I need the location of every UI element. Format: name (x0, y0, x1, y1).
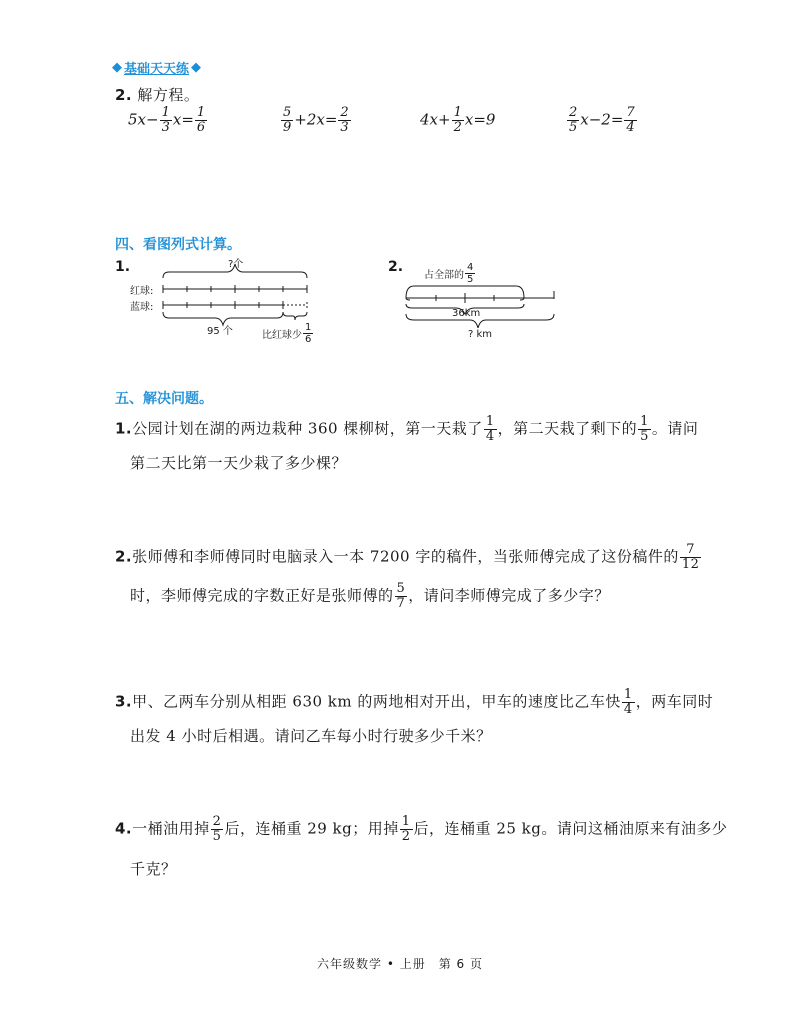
diagram2-number: 2. (388, 259, 404, 275)
diagram2-top-text: 占全部的 (424, 270, 464, 281)
q4-line2: 千克？ (130, 860, 177, 878)
numerator: 1 (305, 322, 312, 333)
numerator: 7 (686, 542, 696, 557)
diagram1-number: 1. (115, 259, 131, 275)
question-title: 解方程。 (137, 86, 200, 104)
diamond-left-icon: ◆ (112, 60, 122, 75)
equation-1 (128, 106, 208, 135)
denominator: 4 (626, 120, 635, 135)
eq-text: x= (172, 110, 194, 129)
diagram1-bottom-right-label (262, 322, 314, 345)
solve-eq-heading (115, 84, 199, 105)
q1-text: 公园计划在湖的两边栽种 360 棵柳树，第一天栽了 (132, 419, 483, 438)
red-ball-label: 红球: (130, 286, 154, 297)
denominator: 2 (401, 829, 411, 844)
question-number: 3. (115, 692, 133, 711)
equation-4 (566, 106, 638, 135)
question-number: 1. (115, 419, 133, 438)
fraction (400, 815, 413, 844)
q2-text: 张师傅和李师傅同时电脑录入一本 7200 字的稿件，当张师傅完成了这份稿件的 (132, 547, 679, 566)
denominator: 4 (623, 702, 633, 717)
q2-text: 时，李师傅完成的字数正好是张师傅的 (130, 586, 394, 605)
q2-line1 (115, 543, 702, 572)
q1-line2: 第二天比第一天少栽了多少棵？ (130, 454, 348, 472)
fraction (160, 106, 172, 135)
diagram1-less-text: 比红球少 (262, 330, 302, 341)
section-tag-label: 基础天天练 (124, 62, 190, 77)
section5-title: 五、解决问题。 (115, 391, 213, 407)
denominator: 7 (396, 596, 406, 611)
question-number: 2. (115, 86, 133, 104)
diagram2-mid-label: 36km (452, 308, 481, 319)
q1-line1 (115, 415, 698, 444)
difference-brace (283, 312, 307, 320)
q1-text: 。请问 (651, 419, 699, 438)
denominator: 4 (485, 429, 495, 444)
eq-text: 4x+ (420, 110, 451, 129)
numerator: 5 (396, 581, 406, 596)
q3-line1 (115, 688, 713, 717)
denominator: 5 (467, 274, 474, 285)
eq-text: 5x− (128, 110, 159, 129)
fraction (338, 106, 350, 135)
fraction (452, 106, 464, 135)
fraction (567, 106, 579, 135)
fraction (281, 106, 293, 135)
diagram1-top-label: ?个 (228, 259, 244, 270)
fraction (484, 415, 497, 444)
diamond-right-icon: ◆ (191, 60, 202, 75)
q4-line1 (115, 815, 727, 844)
q2-text: ，请问李师傅完成了多少字？ (408, 586, 610, 605)
diagram1-bottom-left-label: 95 个 (207, 326, 233, 337)
q3-line2: 出发 4 小时后相遇。请问乙车每小时行驶多少千米？ (130, 727, 492, 745)
diagram-2 (400, 278, 565, 328)
page-footer: 六年级数学 • 上册 第 6 页 (317, 957, 483, 971)
numerator: 7 (626, 105, 635, 120)
fraction (638, 415, 651, 444)
denominator: 5 (569, 120, 578, 135)
denominator: 3 (340, 120, 349, 135)
numerator: 2 (212, 814, 222, 829)
fraction (303, 322, 313, 345)
blue-ball-label: 蓝球: (130, 302, 154, 313)
equation-2 (280, 106, 352, 135)
denominator: 12 (681, 557, 700, 572)
q4-text: 后，连桶重 29 kg；用掉 (224, 819, 399, 838)
numerator: 1 (453, 105, 462, 120)
numerator: 1 (623, 687, 633, 702)
section-tag (112, 58, 201, 77)
denominator: 6 (305, 334, 312, 345)
fraction (195, 106, 207, 135)
numerator: 2 (569, 105, 578, 120)
denominator: 3 (161, 120, 170, 135)
numerator: 5 (283, 105, 292, 120)
denominator: 6 (196, 120, 206, 135)
denominator: 2 (453, 120, 462, 135)
fraction (211, 815, 224, 844)
question-number: 2. (115, 547, 133, 566)
question-number: 4. (115, 819, 133, 838)
numerator: 1 (640, 414, 649, 429)
q1-text: ，第二天栽了剩下的 (497, 419, 638, 438)
q3-text: ，两车同时 (635, 692, 714, 711)
diagram2-bottom-label: ? km (468, 329, 493, 340)
q2-line2 (130, 582, 610, 611)
q4-text: 一桶油用掉 (132, 819, 210, 838)
fraction (680, 543, 702, 572)
numerator: 4 (467, 262, 474, 273)
numerator: 1 (196, 105, 206, 120)
numerator: 2 (340, 105, 349, 120)
q4-text: 后，连桶重 25 kg。请问这桶油原来有油多少 (413, 819, 728, 838)
numerator: 1 (161, 105, 170, 120)
denominator: 9 (283, 120, 292, 135)
denominator: 5 (640, 429, 649, 444)
equation-3 (420, 106, 495, 135)
fraction (622, 688, 635, 717)
eq-text: +2x= (294, 110, 338, 129)
eq-text: x=9 (464, 110, 496, 129)
fraction (624, 106, 636, 135)
eq-text: x−2= (580, 110, 624, 129)
denominator: 5 (212, 829, 222, 844)
numerator: 1 (401, 814, 411, 829)
section4-title: 四、看图列式计算。 (115, 237, 241, 253)
q3-text: 甲、乙两车分别从相距 630 km 的两地相对开出，甲车的速度比乙车快 (132, 692, 621, 711)
numerator: 1 (485, 414, 495, 429)
fraction (395, 582, 408, 611)
